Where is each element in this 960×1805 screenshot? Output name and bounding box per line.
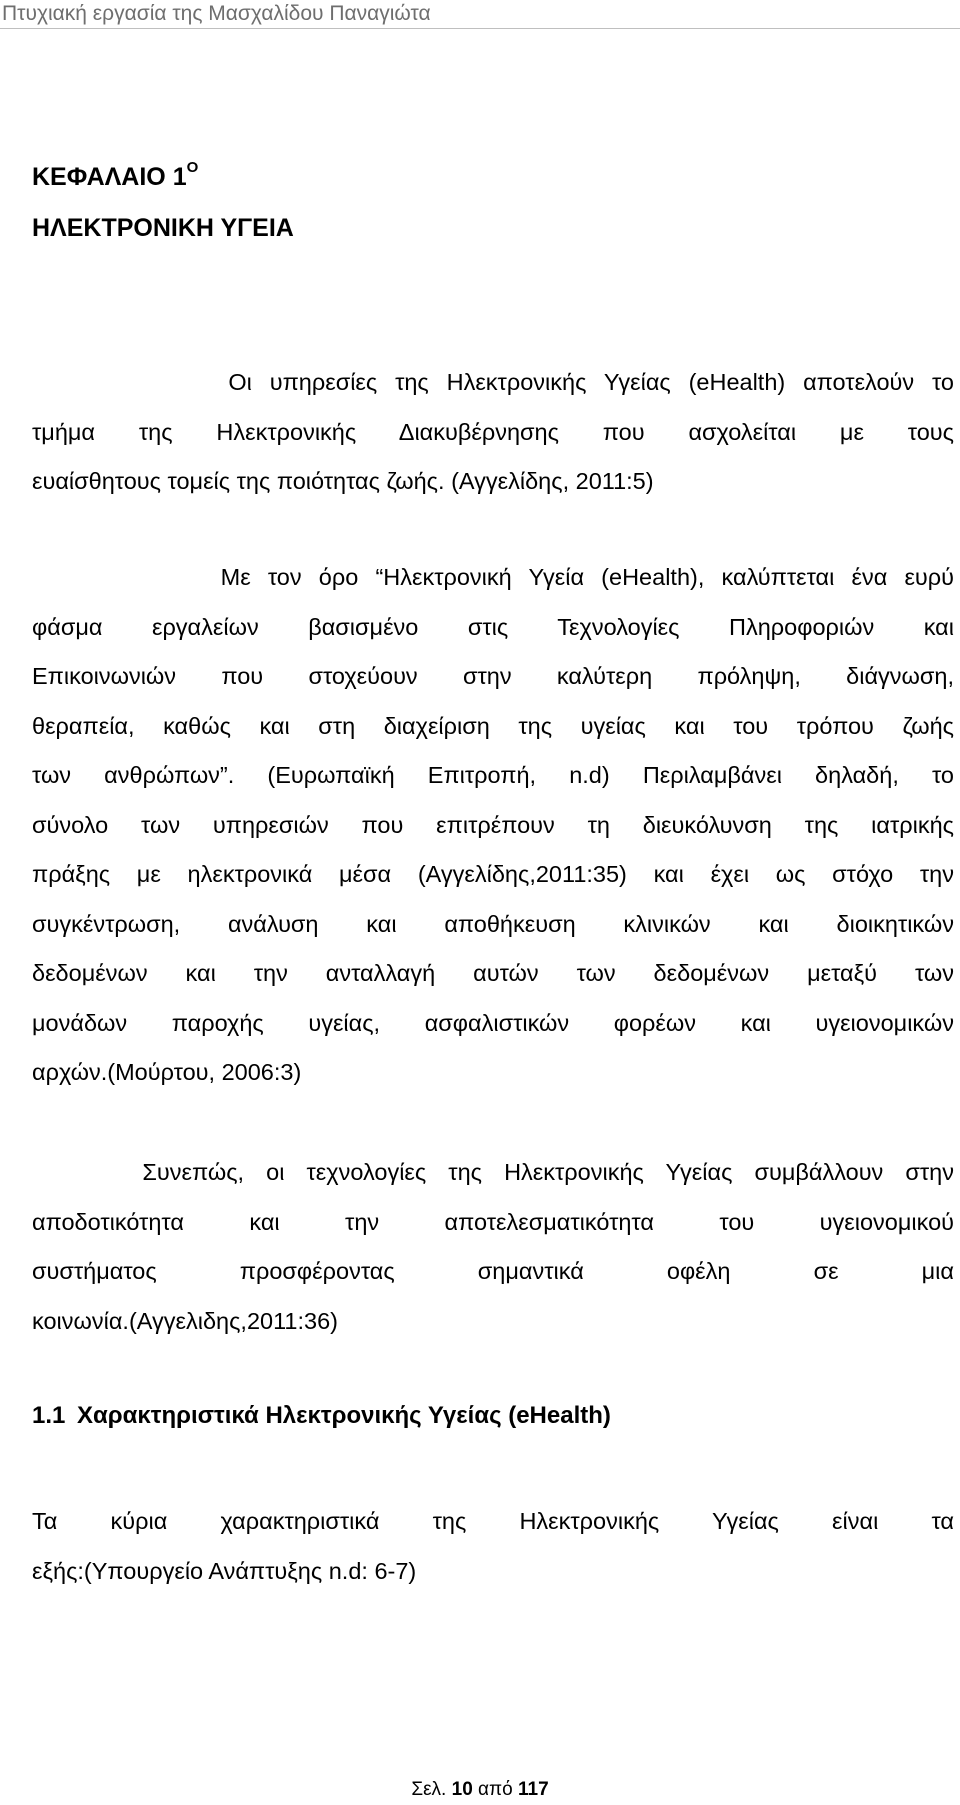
footer-total-pages: 117 [517, 1779, 549, 1800]
paragraph-line: εξής:(Υπουργείο Ανάπτυξης n.d: 6-7) [32, 1557, 417, 1584]
paragraph-line: μονάδων παροχής υγείας, ασφαλιστικών φορέων και υγειονομικών [32, 1009, 954, 1036]
paragraph-line: Τα κύρια χαρακτηριστικά της Ηλεκτρονικής Υγείας είναι τα [32, 1508, 954, 1534]
chapter-number [32, 159, 199, 192]
footer-middle: από [472, 1779, 518, 1800]
paragraph-line: αρχών.(Μούρτου, 2006:3) [32, 1059, 302, 1085]
paragraph-line: Επικοινωνιών που στοχεύουν στην καλύτερη πρόληψη, διάγνωση, [32, 663, 954, 689]
paragraph-line: Οι υπηρεσίες της Ηλεκτρονικής Υγείας (eHealth) αποτελούν το [32, 369, 954, 395]
header-title: Πτυχιακή εργασία της Μασχαλίδου Παναγιώτα [2, 2, 431, 25]
page-footer [0, 1779, 960, 1801]
paragraph-line: συστήματος προσφέροντας σημαντικά οφέλη σε μια [32, 1258, 954, 1284]
paragraph-line: κοινωνία.(Αγγελιδης,2011:36) [32, 1307, 338, 1334]
paragraph-1 [32, 358, 954, 507]
paragraph-line: ευαίσθητους τομείς της ποιότητας ζωής. (Αγγελίδης, 2011:5) [32, 468, 654, 494]
chapter-title: ΗΛΕΚΤΡΟΝΙΚΗ ΥΓΕΙΑ [32, 214, 294, 242]
paragraph-line: φάσμα εργαλείων βασισμένο στις Τεχνολογίες Πληροφοριών και [32, 613, 954, 640]
paragraph-line: θεραπεία, καθώς και στη διαχείριση της υγείας και του τρόπου ζωής [32, 712, 954, 739]
paragraph-line: δεδομένων και την ανταλλαγή αυτών των δεδομένων μεταξύ των [32, 960, 954, 986]
paragraph-line: Με τον όρο “Ηλεκτρονική Υγεία (eHealth), καλύπτεται ένα ευρύ [32, 564, 954, 590]
running-header [0, 0, 960, 29]
paragraph-line: αποδοτικότητα και την αποτελεσματικότητα του υγειονομικού [32, 1208, 954, 1235]
paragraph-line: πράξης με ηλεκτρονικά μέσα (Αγγελίδης,2011:35) και έχει ως στόχο την [32, 861, 954, 887]
paragraph-line: των ανθρώπων”. (Ευρωπαϊκή Επιτροπή, n.d) Περιλαμβάνει δηλαδή, το [32, 762, 954, 788]
footer-page-number: 10 [451, 1779, 473, 1800]
paragraph-line: Συνεπώς, οι τεχνολογίες της Ηλεκτρονικής Υγείας συμβάλλουν στην [32, 1159, 954, 1185]
paragraph-line: σύνολο των υπηρεσιών που επιτρέπουν τη διευκόλυνση της ιατρικής [32, 811, 954, 838]
chapter-superscript: Ο [186, 159, 199, 176]
paragraph-2 [32, 553, 954, 1098]
section-heading [32, 1402, 611, 1430]
section-number: 1.1 [32, 1402, 66, 1429]
paragraph-line: τμήμα της Ηλεκτρονικής Διακυβέρνησης που ασχολείται με τους [32, 418, 954, 445]
paragraph-line: συγκέντρωση, ανάλυση και αποθήκευση κλινικών και διοικητικών [32, 910, 954, 937]
chapter-label: ΚΕΦΑΛΑΙΟ 1 [32, 163, 187, 191]
section-title: Χαρακτηριστικά Ηλεκτρονικής Υγείας (eHealth) [77, 1402, 611, 1429]
footer-prefix: Σελ. [411, 1779, 452, 1800]
paragraph-3 [32, 1148, 954, 1346]
paragraph-4 [32, 1497, 954, 1596]
